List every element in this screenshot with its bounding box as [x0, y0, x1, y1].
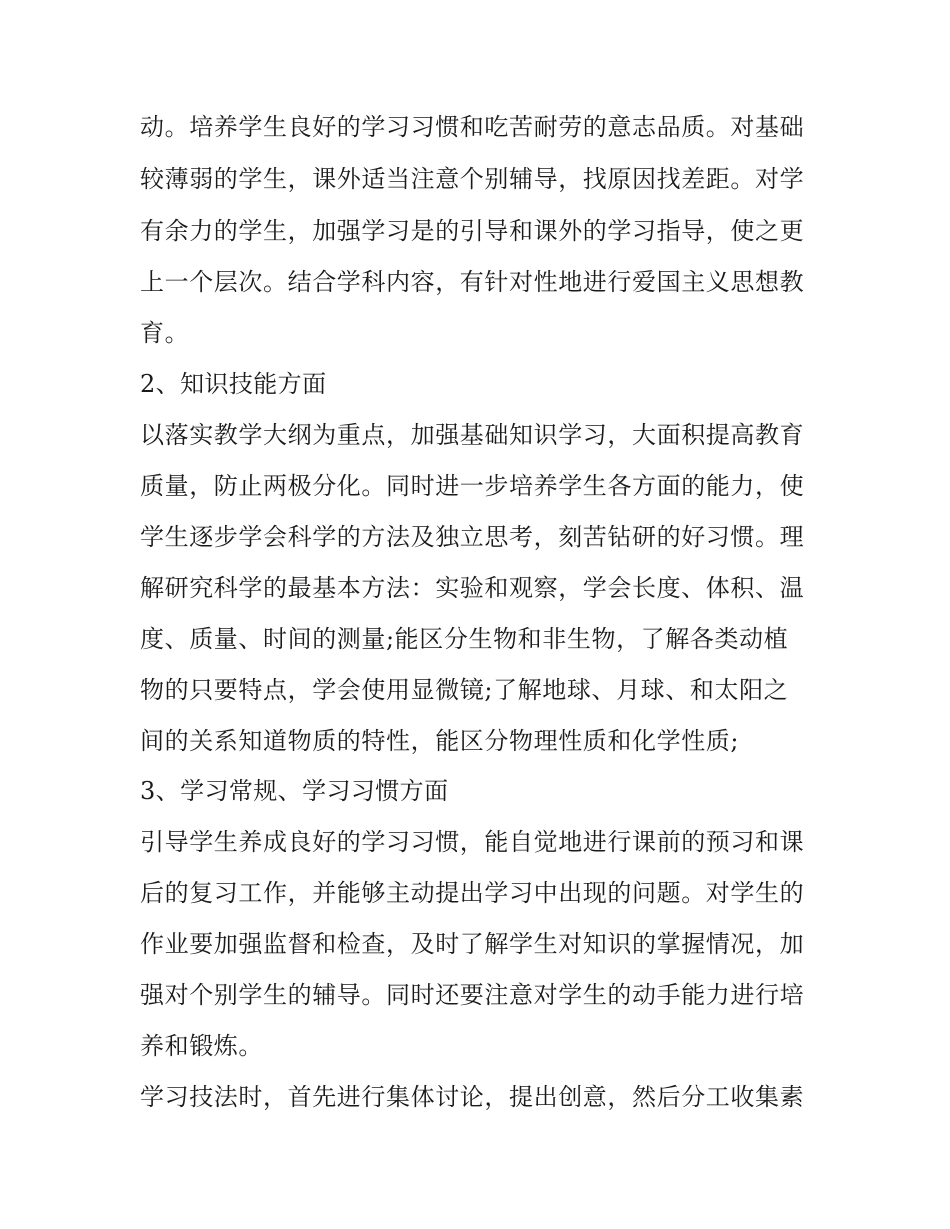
paragraph-line: 解研究科学的最基本方法：实验和观察，学会长度、体积、温	[140, 574, 805, 602]
paragraph-line: 学生逐步学会科学的方法及独立思考，刻苦钻研的好习惯。理	[140, 523, 805, 551]
paragraph-line: 有余力的学生，加强学习是的引导和课外的学习指导，使之更	[140, 217, 805, 245]
paragraph-line: 养和锻炼。	[140, 1032, 263, 1060]
paragraph-line: 上一个层次。结合学科内容，有针对性地进行爱国主义思想教	[140, 268, 805, 296]
paragraph-line: 后的复习工作，并能够主动提出学习中出现的问题。对学生的	[140, 879, 805, 907]
paragraph-line: 作业要加强监督和检查，及时了解学生对知识的掌握情况，加	[140, 930, 805, 958]
paragraph-line: 动。培养学生良好的学习习惯和吃苦耐劳的意志品质。对基础	[140, 113, 805, 141]
paragraph-line: 强对个别学生的辅导。同时还要注意对学生的动手能力进行培	[140, 981, 805, 1009]
paragraph-line: 间的关系知道物质的特性，能区分物理性质和化学性质;	[140, 727, 740, 755]
section-heading: 2、知识技能方面	[140, 370, 327, 398]
paragraph-line: 以落实教学大纲为重点，加强基础知识学习，大面积提高教育	[140, 421, 805, 449]
paragraph-line: 质量，防止两极分化。同时进一步培养学生各方面的能力，使	[140, 472, 805, 500]
paragraph-line: 度、质量、时间的测量;能区分生物和非生物，了解各类动植	[140, 625, 789, 653]
paragraph-line: 育。	[140, 319, 190, 347]
paragraph-line: 物的只要特点，学会使用显微镜;了解地球、月球、和太阳之	[140, 676, 789, 704]
section-heading: 3、学习常规、学习习惯方面	[140, 777, 449, 805]
paragraph-line: 较薄弱的学生，课外适当注意个别辅导，找原因找差距。对学	[140, 165, 805, 193]
paragraph-line: 学习技法时，首先进行集体讨论，提出创意，然后分工收集素	[140, 1083, 805, 1111]
paragraph-line: 引导学生养成良好的学习习惯，能自觉地进行课前的预习和课	[140, 828, 805, 856]
